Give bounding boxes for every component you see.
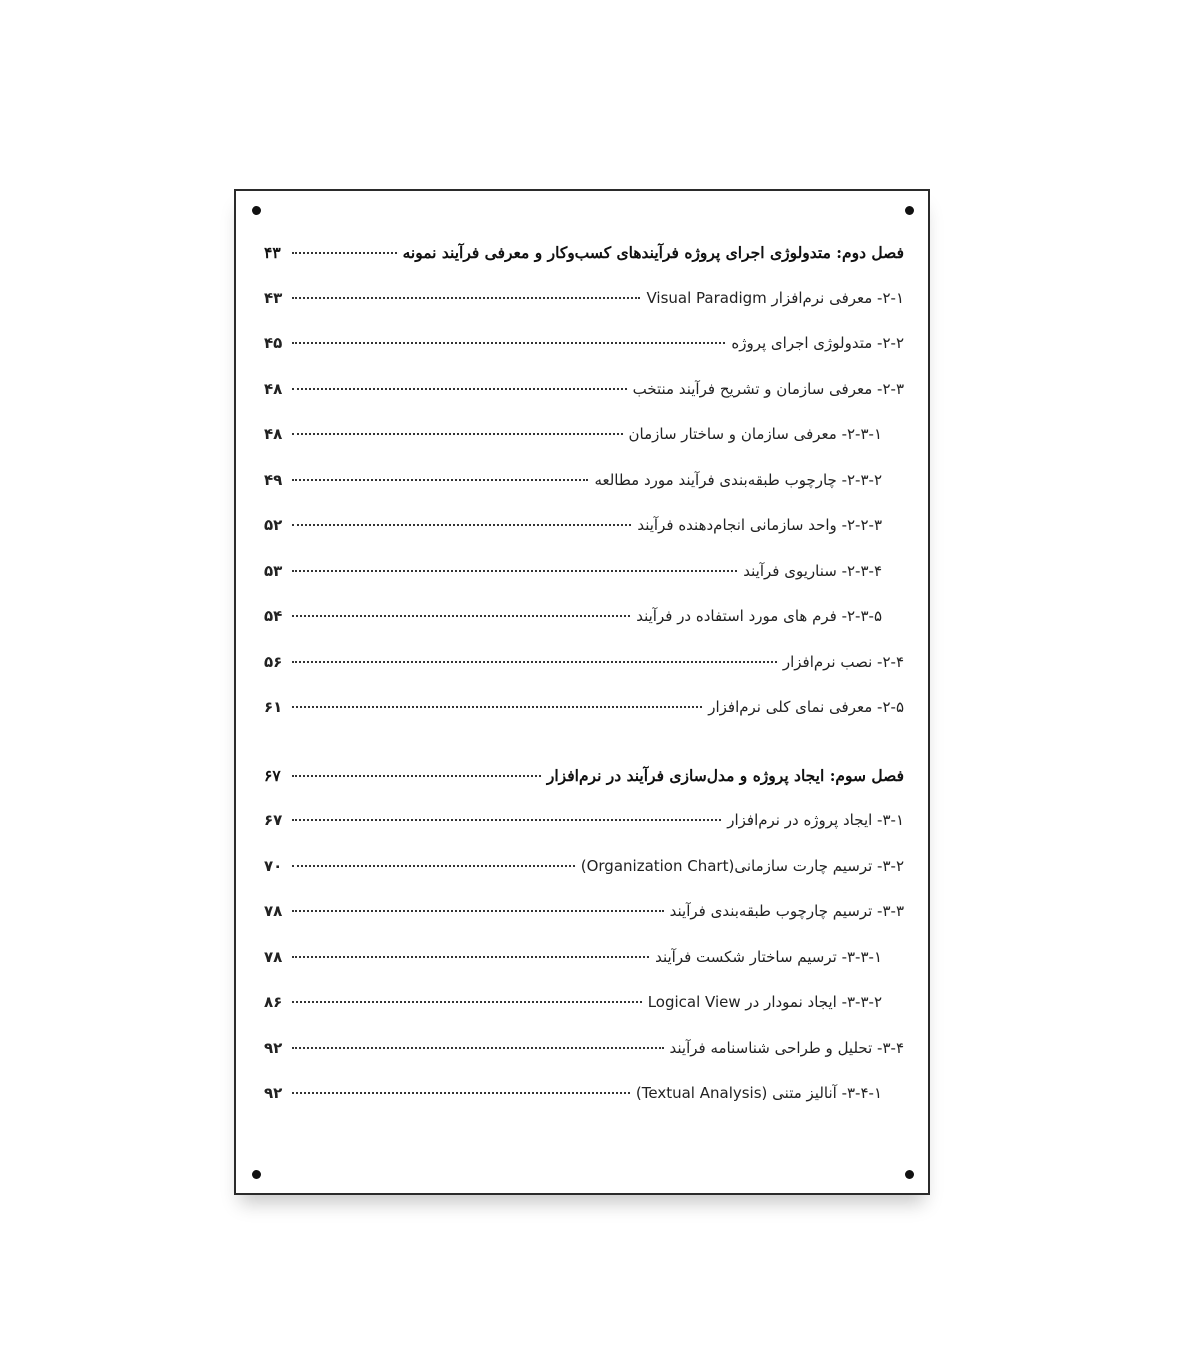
toc-entry-page: ۶۷ <box>264 765 281 785</box>
toc-chapter-3 <box>264 766 904 812</box>
toc-entry-title: ۲-۳-۵- فرم های مورد استفاده در فرآیند <box>636 607 882 625</box>
toc-entry-page: ۶۱ <box>264 698 283 716</box>
corner-dot-icon <box>905 206 914 215</box>
toc-entry <box>264 334 904 380</box>
toc-subentry <box>264 471 904 517</box>
toc-entry-page: ۵۳ <box>264 561 283 580</box>
dot-leader <box>292 252 397 254</box>
toc-entry-page: ۵۶ <box>264 652 283 671</box>
toc-entry-title: ۲-۴- نصب نرم‌افزار <box>782 652 904 671</box>
dot-leader <box>292 297 640 299</box>
toc-entry-page: ۴۳ <box>264 288 283 307</box>
dot-leader <box>292 388 627 390</box>
toc-entry <box>264 698 904 744</box>
toc-entry-page: ۹۲ <box>264 1038 283 1057</box>
dot-leader <box>292 615 630 617</box>
toc-entry <box>264 811 904 857</box>
toc-subentry <box>264 607 904 653</box>
dot-leader <box>292 661 777 663</box>
toc-entry-title: فصل سوم: ایجاد پروژه و مدل‌سازی فرآیند در نرم‌افزار <box>546 765 904 785</box>
dot-leader <box>292 956 649 958</box>
dot-leader <box>292 775 541 777</box>
toc-entry <box>264 380 904 426</box>
toc-entry <box>264 653 904 699</box>
corner-dot-icon <box>252 206 261 215</box>
dot-leader <box>292 706 702 708</box>
toc-entry-page: ۷۸ <box>264 902 283 920</box>
corner-dot-icon <box>252 1170 261 1179</box>
toc-subentry <box>264 948 904 994</box>
toc-entry-title: ۲-۱- معرفی نرم‌افزار Visual Paradigm <box>646 288 904 307</box>
toc-entry-title: ۳-۱- ایجاد پروژه در نرم‌افزار <box>727 811 904 829</box>
toc-entry-page: ۸۶ <box>264 993 283 1011</box>
toc-entry-page: ۴۸ <box>264 425 283 443</box>
dot-leader <box>292 342 725 344</box>
toc-entry-page: ۵۴ <box>264 607 283 625</box>
toc-entry-page: ۴۸ <box>264 379 283 398</box>
toc-entry-title: ۳-۲- ترسیم چارت سازمانی(Organization Chart) <box>580 856 904 875</box>
toc-entry-title: ۲-۲-۳- واحد سازمانی انجام‌دهنده فرآیند <box>637 516 882 534</box>
toc-subentry <box>264 1084 904 1130</box>
toc-subentry <box>264 516 904 562</box>
toc-entry-title: ۲-۳-۱- معرفی سازمان و ساختار سازمان <box>628 425 882 443</box>
toc-entry-title: ۳-۳-۱- ترسیم ساختار شکست فرآیند <box>655 947 882 966</box>
toc-entry-title: ۲-۳-۲- چارچوب طبقه‌بندی فرآیند مورد مطالعه <box>594 470 882 489</box>
dot-leader <box>292 910 664 912</box>
toc-entry-page: ۶۷ <box>264 811 283 829</box>
dot-leader <box>292 819 721 821</box>
toc-entry-title: ۲-۵- معرفی نمای کلی نرم‌افزار <box>708 698 904 716</box>
toc-entry-page: ۷۰ <box>264 856 283 875</box>
toc-entry-page: ۴۵ <box>264 334 283 352</box>
toc-subentry <box>264 562 904 608</box>
toc-entry-page: ۹۲ <box>264 1084 283 1102</box>
toc-entry-title: فصل دوم: متدولوژی اجرای پروژه فرآیندهای کسب‌وکار و معرفی فرآیند نمونه <box>402 243 904 262</box>
corner-dot-icon <box>905 1170 914 1179</box>
toc-entry-page: ۷۸ <box>264 947 283 966</box>
toc-entry <box>264 902 904 948</box>
dot-leader <box>292 524 631 526</box>
toc-entry-title: ۳-۴- تحلیل و طراحی شناسنامه فرآیند <box>669 1038 904 1057</box>
dot-leader <box>292 570 737 572</box>
toc-entry-title: ۲-۳-۴- سناریوی فرآیند <box>743 561 882 580</box>
dot-leader <box>292 1047 664 1049</box>
dot-leader <box>292 433 623 435</box>
dot-leader <box>292 479 588 481</box>
toc-entry-title: ۲-۳- معرفی سازمان و تشریح فرآیند منتخب <box>632 379 904 398</box>
toc-chapter-2 <box>264 243 904 289</box>
toc-entry-title: ۲-۲- متدولوژی اجرای پروژه <box>731 334 904 352</box>
toc-entry-title: ۳-۳- ترسیم چارچوب طبقه‌بندی فرآیند <box>669 902 904 920</box>
toc-entry <box>264 289 904 335</box>
dot-leader <box>292 865 575 867</box>
toc-entry-title: ۳-۳-۲- ایجاد نمودار در Logical View <box>647 993 882 1011</box>
toc-entry-page: ۴۳ <box>264 243 281 262</box>
toc-subentry <box>264 993 904 1039</box>
toc-entry-page: ۵۲ <box>264 516 283 534</box>
toc-entry-title: ۳-۴-۱- آنالیز متنی (Textual Analysis) <box>635 1084 882 1102</box>
dot-leader <box>292 1092 630 1094</box>
toc-entry-page: ۴۹ <box>264 470 283 489</box>
toc-entry <box>264 857 904 903</box>
dot-leader <box>292 1001 642 1003</box>
toc-subentry <box>264 425 904 471</box>
toc-page <box>234 189 930 1195</box>
toc-entry <box>264 1039 904 1085</box>
table-of-contents <box>264 243 904 1130</box>
